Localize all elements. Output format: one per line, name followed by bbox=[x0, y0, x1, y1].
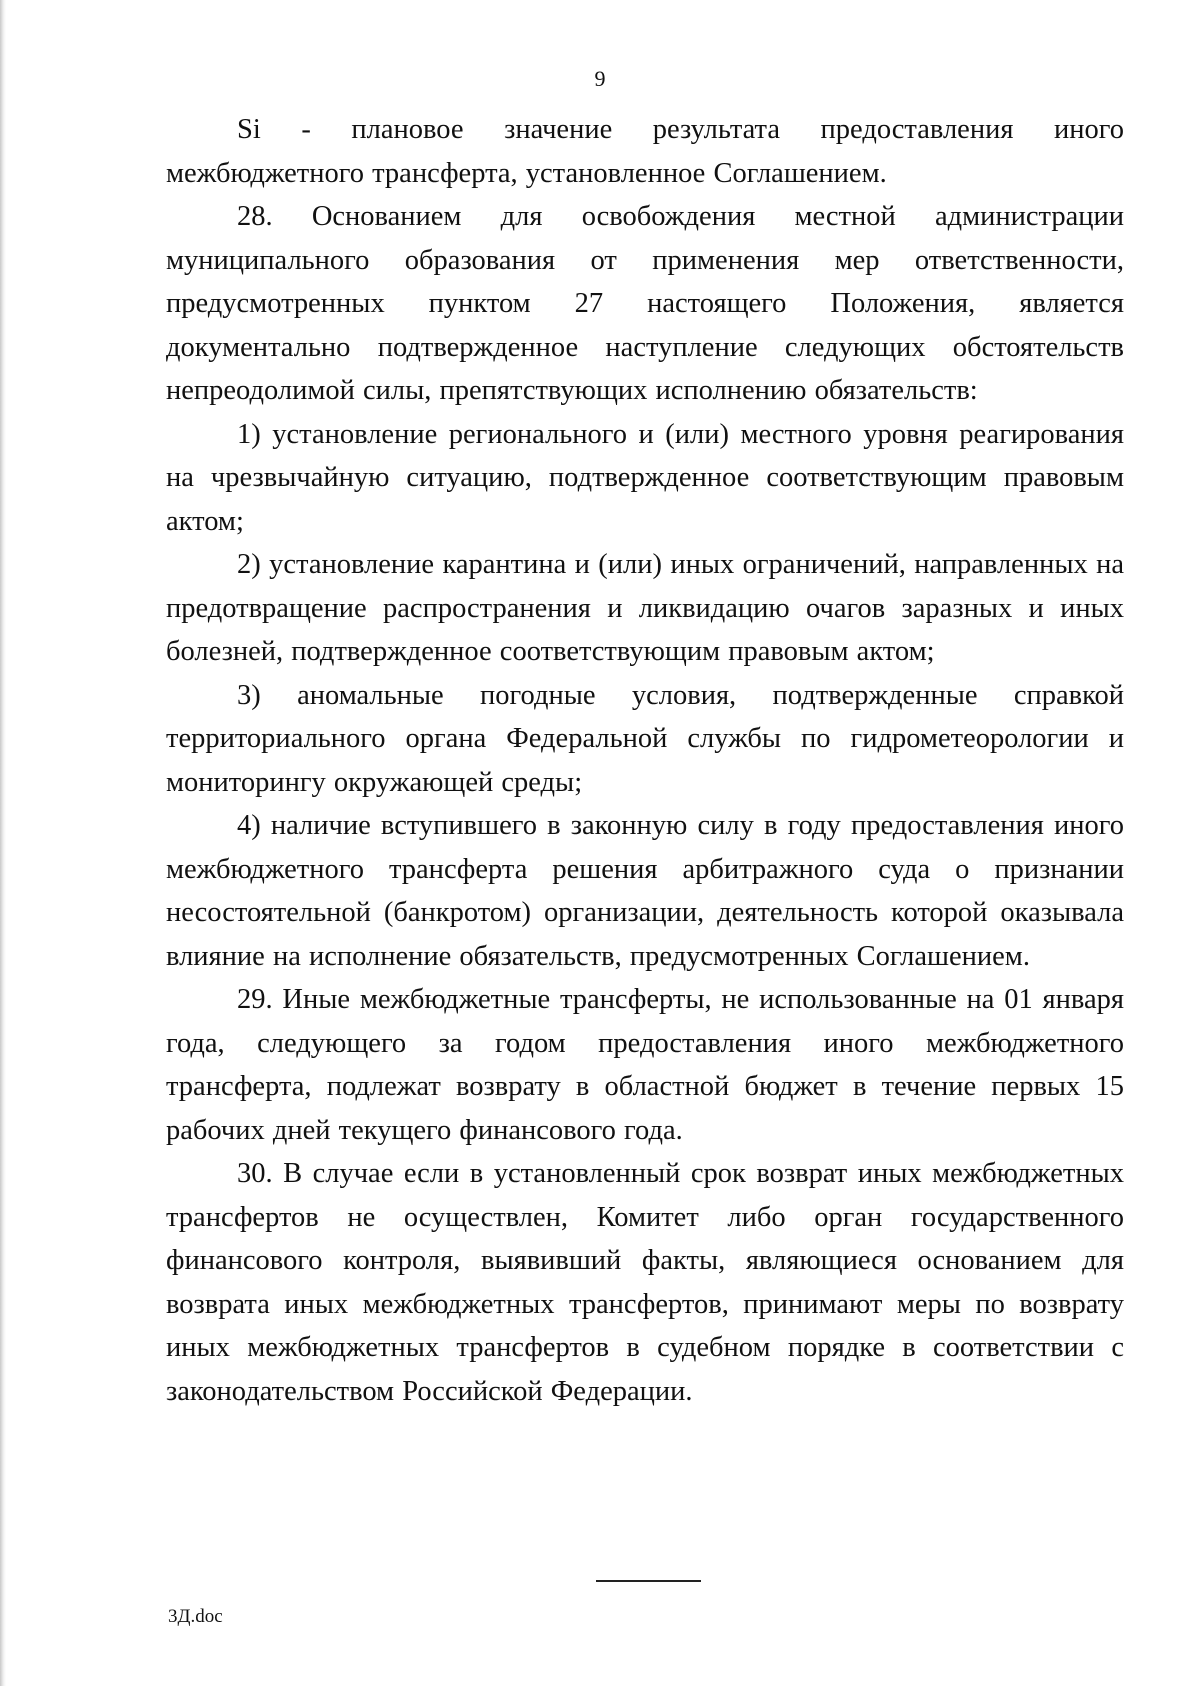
footer-filename: 3Д.doc bbox=[168, 1606, 223, 1627]
paragraph-29: 29. Иные межбюджетные трансферты, не использованные на 01 января года, следующего за годом предоставления иного межбюджетного трансферта, подлежат возврату в областной бюджет в течение первых 15 рабочих дней текущего финансового года. bbox=[166, 984, 1124, 1146]
document-body bbox=[166, 108, 1124, 1413]
list-item-3: 3) аномальные погодные условия, подтвержденные справкой территориального органа Федеральной службы по гидрометеорологии и мониторингу окружающей среды; bbox=[166, 679, 1124, 798]
list-item-1: 1) установление регионального и (или) местного уровня реагирования на чрезвычайную ситуацию, подтвержденное соответствующим правовым актом; bbox=[166, 418, 1124, 537]
scan-edge bbox=[0, 0, 6, 1686]
page-number: 9 bbox=[594, 66, 606, 91]
end-divider-line bbox=[596, 1580, 701, 1582]
list-item-2: 2) установление карантина и (или) иных ограничений, направленных на предотвращение распространения и ликвидацию очагов заразных и иных болезней, подтвержденное соответствующим правовым актом; bbox=[166, 549, 1124, 667]
paragraph-30: 30. В случае если в установленный срок возврат иных межбюджетных трансфертов не осуществлен, Комитет либо орган государственного финансового контроля, выявивший факты, являющиеся основанием для возврата иных межбюджетных трансфертов, принимают меры по возврату иных межбюджетных трансфертов в судебном порядке в соответствии с законодательством Российской Федерации. bbox=[166, 1158, 1124, 1407]
paragraph-28: 28. Основанием для освобождения местной администрации муниципального образования от применения мер ответственности, предусмотренных пунктом 27 настоящего Положения, является документально подтвержденное наступление следующих обстоятельств непреодолимой силы, препятствующих исполнению обязательств: bbox=[166, 201, 1124, 406]
paragraph-si-definition: Si - плановое значение результата предоставления иного межбюджетного трансферта, установленное Соглашением. bbox=[166, 114, 1124, 189]
list-item-4: 4) наличие вступившего в законную силу в году предоставления иного межбюджетного трансферта решения арбитражного суда о признании несостоятельной (банкротом) организации, деятельность которой оказывала влияние на исполнение обязательств, предусмотренных Соглашением. bbox=[166, 810, 1124, 972]
